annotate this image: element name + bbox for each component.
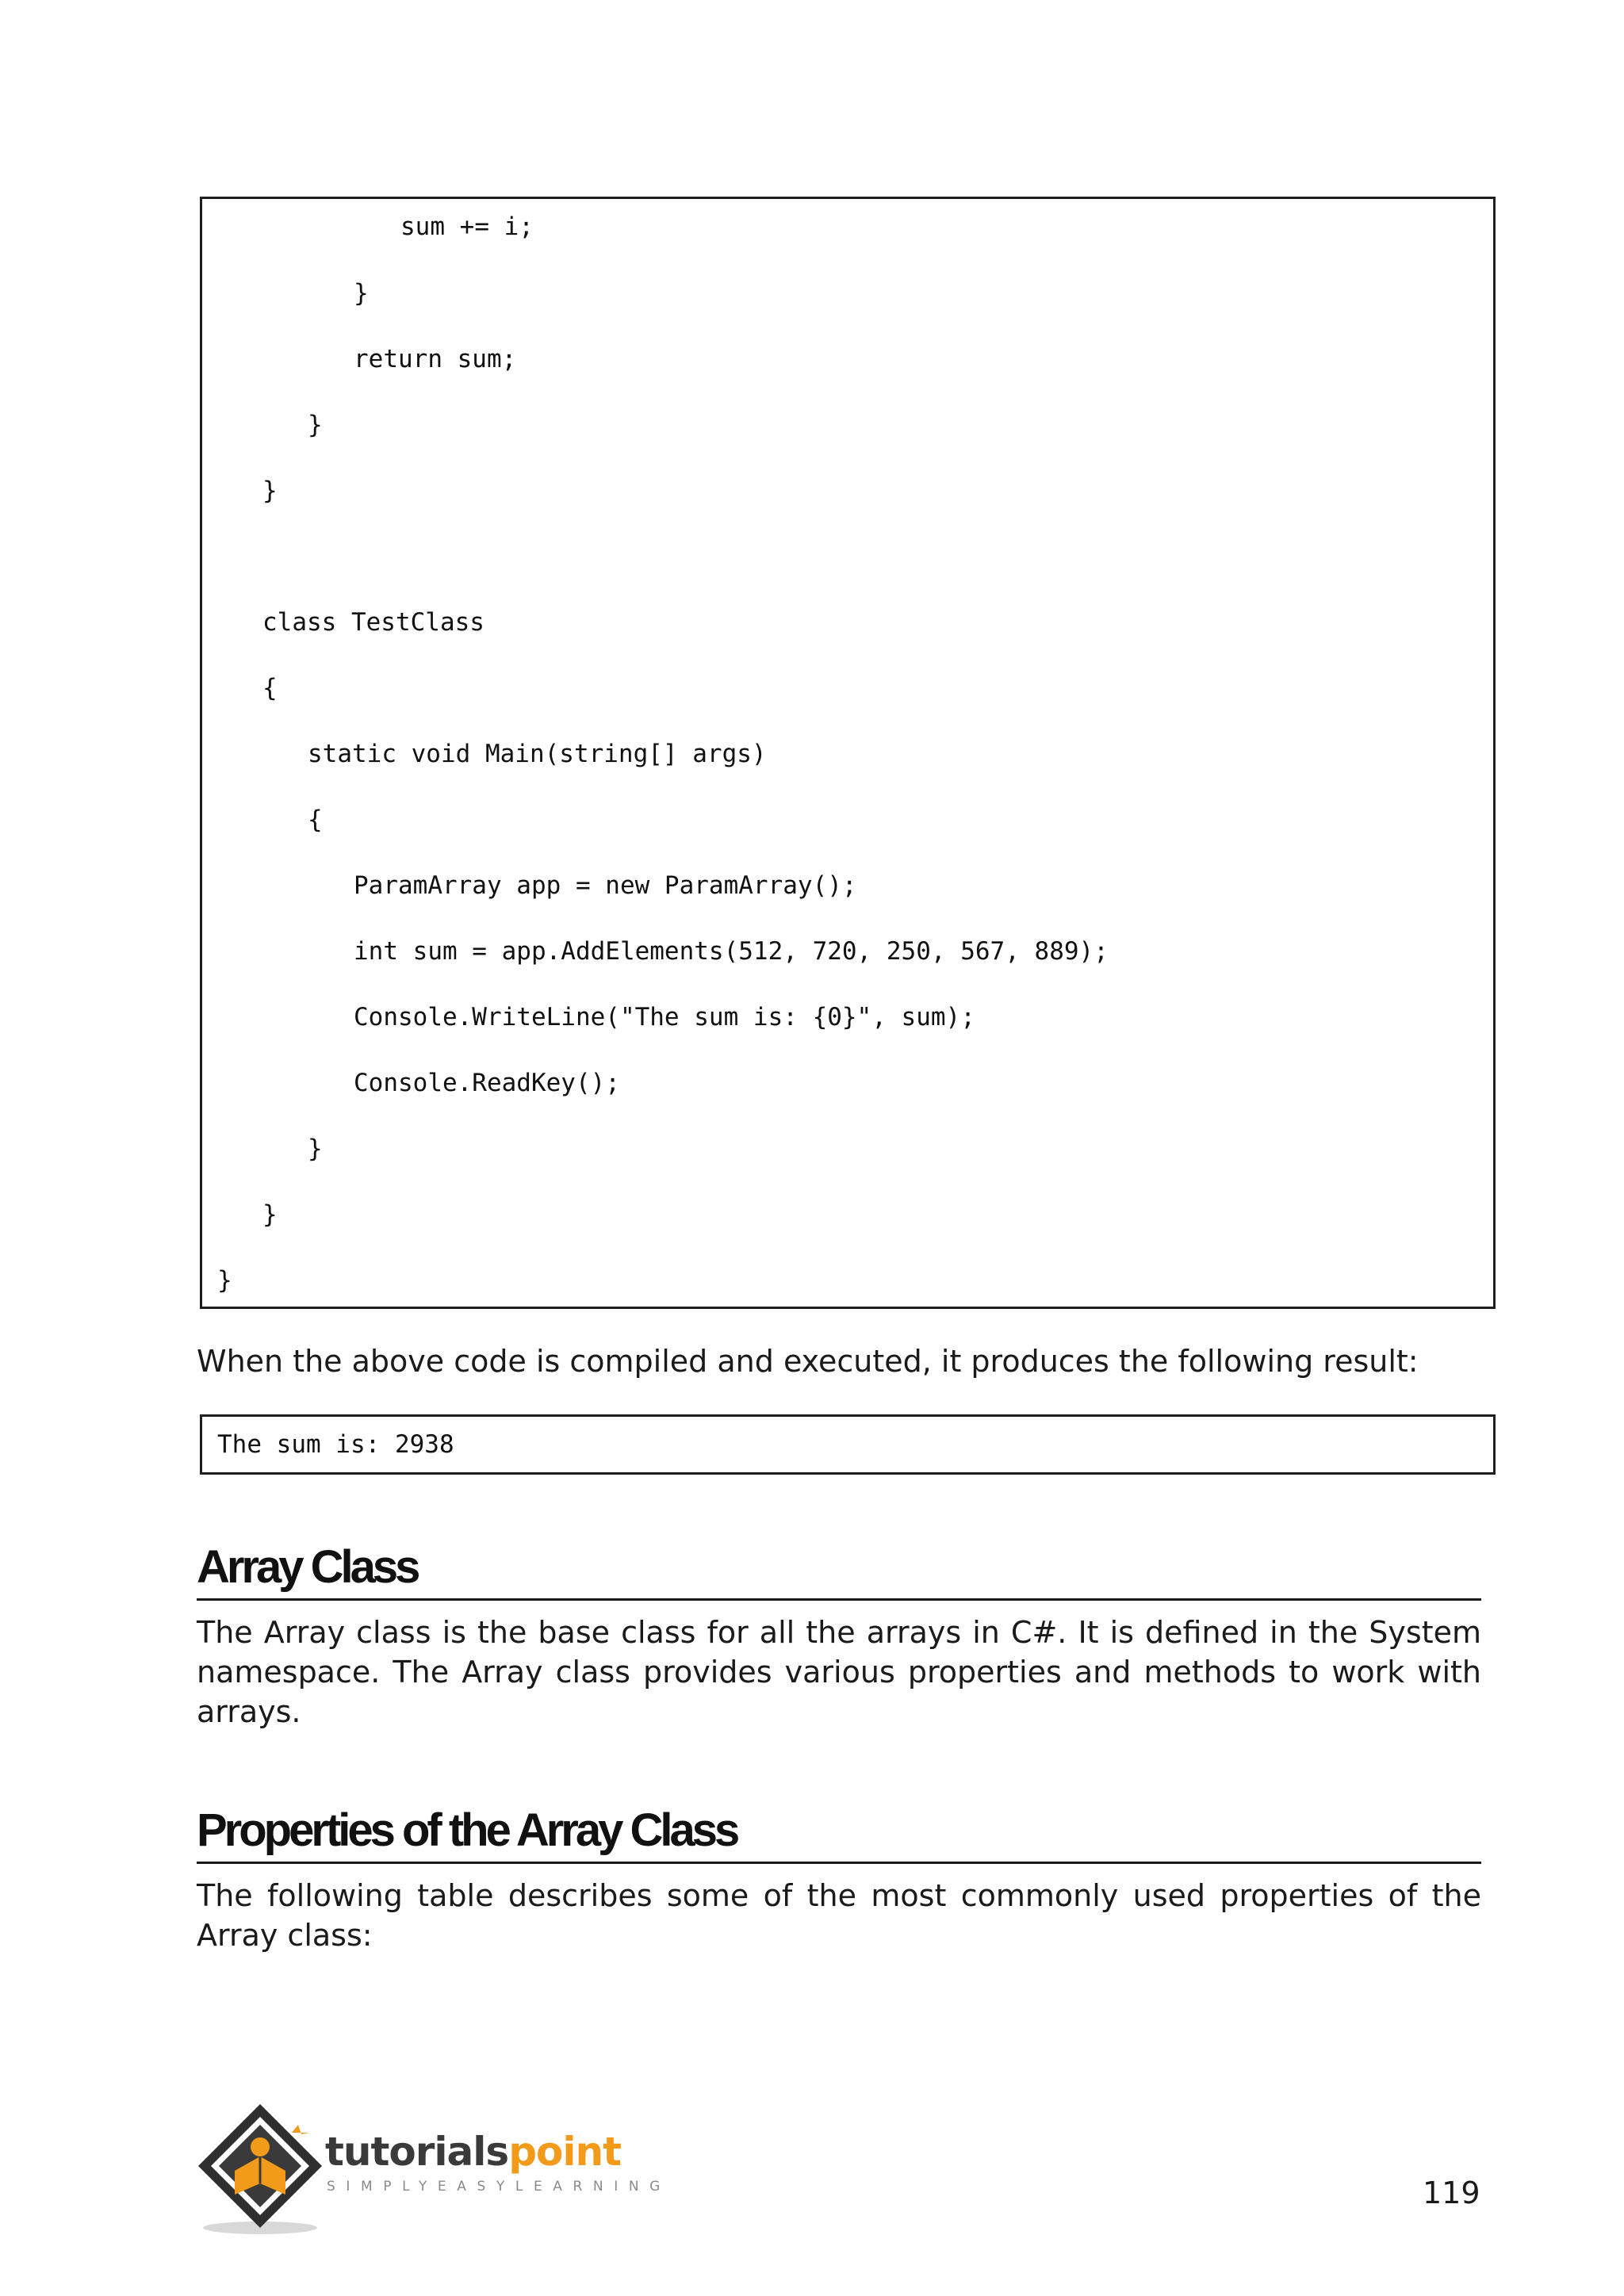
code-line: { <box>308 806 323 834</box>
code-line: static void Main(string[] args) <box>308 740 767 768</box>
code-line: } <box>354 279 369 308</box>
heading-rule <box>197 1862 1481 1864</box>
result-intro-text: When the above code is compiled and executed, it produces the following result: <box>197 1344 1419 1379</box>
code-line: Console.ReadKey(); <box>354 1069 620 1097</box>
code-line: } <box>308 411 323 439</box>
code-line: int sum = app.AddElements(512, 720, 250, 567, 889); <box>354 937 1109 966</box>
code-line: Console.WriteLine("The sum is: {0}", sum); <box>354 1003 975 1031</box>
code-line: } <box>217 1266 232 1295</box>
logo-tagline: SIMPLYEASYLEARNING <box>327 2179 671 2195</box>
section-heading-properties: Properties of the Array Class <box>197 1804 737 1856</box>
code-line: } <box>262 476 278 505</box>
properties-paragraph: The following table describes some of the most commonly used properties of the Array class: <box>197 1878 1481 1953</box>
code-line: } <box>262 1200 278 1229</box>
logo-wordmark: tutorialspoint <box>325 2129 621 2175</box>
array-class-paragraph: The Array class is the base class for all the arrays in C#. It is defined in the System namespace. The Array class provides various properties and methods to work with arrays. <box>197 1615 1481 1729</box>
code-line: } <box>308 1135 323 1163</box>
code-line: { <box>262 674 278 702</box>
heading-rule <box>197 1598 1481 1601</box>
code-line: class TestClass <box>262 608 485 637</box>
code-line: return sum; <box>354 345 517 373</box>
output-line: The sum is: 2938 <box>217 1430 454 1459</box>
section-heading-array-class: Array Class <box>197 1541 418 1593</box>
code-line: sum += i; <box>400 212 534 241</box>
code-line: ParamArray app = new ParamArray(); <box>354 871 857 900</box>
page-number: 119 <box>1423 2175 1480 2210</box>
